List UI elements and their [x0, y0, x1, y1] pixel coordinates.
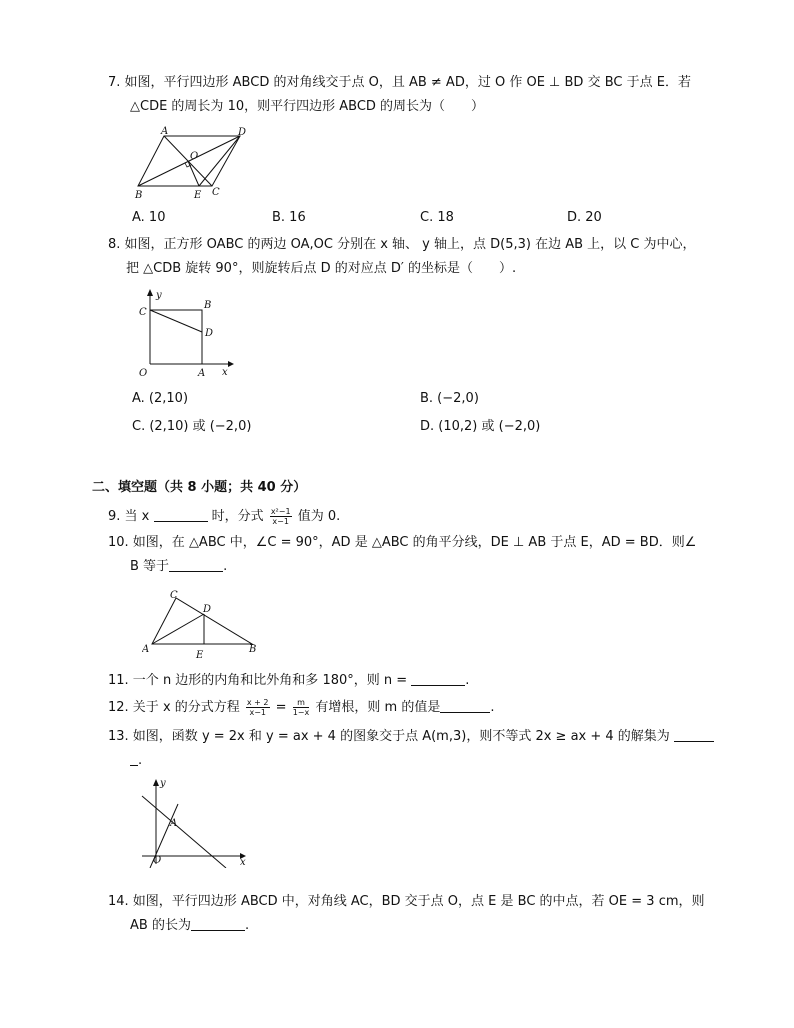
q7-option-b[interactable]: B. 16 — [272, 210, 306, 225]
q13-line2-suffix: . — [138, 753, 143, 768]
q13-label-x: x — [240, 857, 246, 868]
q10-label-A: A — [142, 644, 150, 655]
q7-label-D: D — [238, 127, 247, 138]
q8-label-O: O — [139, 368, 148, 379]
q11 — [108, 670, 469, 692]
q8-label-B: B — [204, 300, 212, 311]
q12-answer-blank[interactable] — [440, 699, 490, 713]
q14-line2-prefix: AB 的长为 — [130, 918, 191, 933]
q12-equals: = — [275, 700, 287, 715]
q7-line2: △CDE 的周长为 10，则平行四边形 ABCD 的周长为（ ） — [130, 99, 485, 114]
q7-label-C: C — [212, 187, 220, 198]
q9-middle: 时，分式 — [211, 509, 264, 524]
q13-line1 — [108, 726, 714, 748]
q8-line1: 8. 如图，正方形 OABC 的两边 OA,OC 分别在 x 轴、 y 轴上，点 D(5,3) 在边 AB 上，以 C 为中心， — [108, 237, 696, 252]
q7-option-a[interactable]: A. 10 — [132, 210, 166, 225]
q7-line1: 7. 如图，平行四边形 ABCD 的对角线交于点 O，且 AB ≠ AD，过 O 作 OE ⊥ BD 交 BC 于点 E．若 — [108, 75, 691, 90]
q12-fraction-right — [293, 698, 310, 717]
q7-label-B: B — [135, 190, 143, 201]
q9-prefix: 9. 当 x — [108, 509, 150, 524]
q10-line2-suffix: . — [223, 559, 228, 574]
q8-label-C: C — [139, 307, 147, 318]
q13-text: 13. 如图，函数 y = 2x 和 y = ax + 4 的图象交于点 A(m,3)，则不等式 2x ≥ ax + 4 的解集为 — [108, 729, 670, 744]
q7-option-d[interactable]: D. 20 — [567, 210, 602, 225]
q12-fraction-right-denominator: 1−x — [292, 708, 310, 717]
q13-label-y: y — [160, 778, 166, 789]
q8-option-b[interactable]: B. (−2,0) — [420, 391, 479, 406]
q9 — [108, 506, 340, 528]
q8-label-D: D — [205, 328, 214, 339]
q10-label-E: E — [196, 650, 204, 660]
q7-label-O: O — [190, 151, 199, 162]
q8-label-x: x — [222, 367, 228, 378]
q7-label-E: E — [194, 190, 202, 201]
q10-line2-prefix: B 等于 — [130, 559, 170, 574]
q8-label-y: y — [156, 290, 162, 301]
q13-label-O: O — [153, 855, 162, 866]
q11-answer-blank[interactable] — [411, 672, 465, 686]
q8-option-a[interactable]: A. (2,10) — [132, 391, 189, 406]
q12-fraction-left-numerator: x + 2 — [246, 698, 269, 707]
q9-fraction-numerator: x²−1 — [270, 507, 291, 516]
q9-answer-blank[interactable] — [154, 508, 208, 522]
q12-prefix: 12. 关于 x 的分式方程 — [108, 700, 240, 715]
q10-label-C: C — [170, 590, 178, 601]
q14-answer-blank[interactable] — [191, 917, 245, 931]
q10-line1: 10. 如图，在 △ABC 中，∠C = 90°，AD 是 △ABC 的角平分线，DE ⊥ AB 于点 E，AD = BD．则∠ — [108, 535, 697, 550]
q12-suffix: . — [490, 700, 495, 715]
q9-fraction-denominator: x−1 — [272, 517, 289, 526]
q14-line2 — [130, 915, 249, 937]
q13-line2 — [130, 750, 142, 772]
q12-fraction-right-numerator: m — [293, 698, 310, 708]
q12 — [108, 697, 494, 719]
q10-answer-blank[interactable] — [169, 558, 223, 572]
q12-fraction-left-denominator: x−1 — [249, 708, 266, 717]
q14-line2-suffix: . — [244, 918, 250, 933]
q8-option-d[interactable]: D. (10,2) 或 (−2,0) — [420, 419, 541, 434]
q13-answer-blank[interactable] — [674, 728, 714, 742]
section-2-heading: 二、填空题（共 8 小题；共 40 分） — [92, 480, 307, 495]
q7-parallelogram-figure — [128, 126, 258, 202]
q13-answer-blank-continued[interactable] — [130, 752, 138, 766]
q11-prefix: 11. 一个 n 边形的内角和比外角和多 180°，则 n = — [108, 673, 408, 688]
q10-label-D: D — [203, 604, 212, 615]
q7-option-c[interactable]: C. 18 — [420, 210, 454, 225]
q10-triangle-figure — [142, 588, 264, 660]
q8-square-figure — [132, 286, 236, 380]
q10-line2 — [130, 556, 227, 578]
q8-label-A: A — [198, 368, 206, 379]
q7-label-A: A — [161, 126, 169, 137]
q12-middle: 有增根，则 m 的值是 — [315, 700, 441, 715]
q10-label-B: B — [249, 644, 257, 655]
q14-line1: 14. 如图，平行四边形 ABCD 中，对角线 AC，BD 交于点 O，点 E 是 BC 的中点，若 OE = 3 cm，则 — [108, 894, 705, 909]
q8-option-c[interactable]: C. (2,10) 或 (−2,0) — [132, 419, 252, 434]
q9-suffix: 值为 0. — [297, 509, 341, 524]
q12-fraction-left — [246, 698, 270, 717]
q13-label-A: A — [170, 818, 178, 829]
q9-fraction — [270, 507, 292, 526]
q13-graph-figure — [136, 776, 252, 868]
q8-line2: 把 △CDB 旋转 90°，则旋转后点 D 的对应点 D′ 的坐标是（ ）. — [126, 261, 517, 276]
q11-suffix: . — [465, 673, 470, 688]
